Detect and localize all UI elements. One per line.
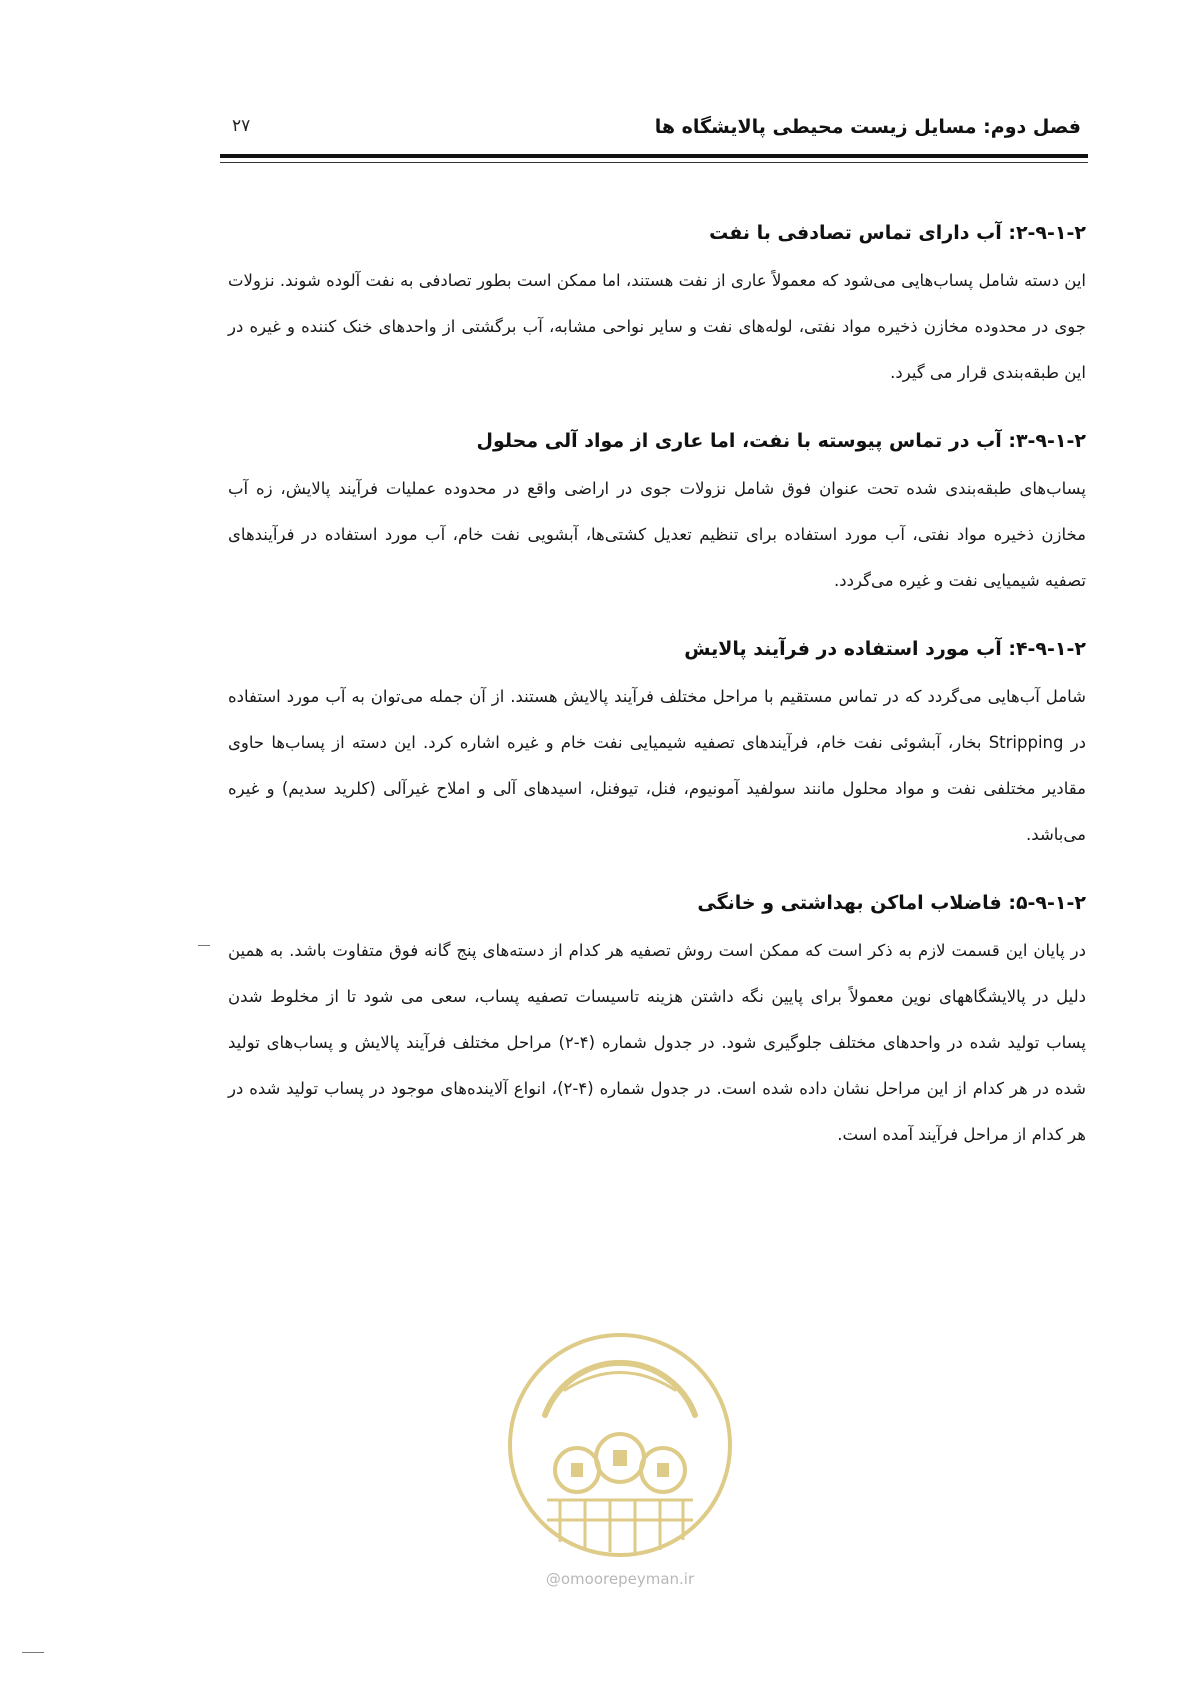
watermark-url: @omoorepeyman.ir (545, 1570, 695, 1588)
section-5-9-1-2 (228, 888, 1086, 1158)
margin-mark (198, 945, 210, 946)
watermark-logo-icon (505, 1330, 735, 1560)
document-body (228, 218, 1086, 1188)
section-2-9-1-2 (228, 218, 1086, 396)
section-paragraph: شامل آب‌هایی می‌گردد که در تماس مستقیم با مراحل مختلف فرآیند پالایش هستند. از آن جمله می‌توان به آب مورد استفاده در Stripping بخار، آبشوئی نفت خام، فرآیندهای تصفیه شیمیایی نفت خام و غیره اشاره کرد. این دسته از پساب‌ها حاوی مقادیر مختلفی نفت و مواد محلول مانند سولفید آمونیوم، فنل، تیوفنل، اسیدهای آلی و املاح غیرآلی (کلرید سدیم) و غیره می‌باشد. (228, 687, 1087, 844)
header-rule-thick (220, 154, 1088, 158)
section-heading: ۵-۹-۱-۲: فاضلاب اماکن بهداشتی و خانگی (697, 892, 1086, 914)
margin-mark (22, 1652, 44, 1653)
header-rule-thin (220, 162, 1088, 163)
section-heading: ۲-۹-۱-۲: آب دارای تماس تصادفی با نفت (709, 222, 1086, 244)
chapter-title: فصل دوم: مسایل زیست محیطی پالایشگاه ها (654, 116, 1081, 138)
section-paragraph: این دسته شامل پساب‌هایی می‌شود که معمولاً عاری از نفت هستند، اما ممکن است بطور تصادفی به نفت آلوده شوند. نزولات جوی در محدوده مخازن ذخیره مواد نفتی، لوله‌های نفت و سایر نواحی مشابه، آب برگشتی از واحدهای خنک کننده و غیره در این طبقه‌بندی قرار می گیرد. (228, 271, 1086, 382)
section-paragraph: پساب‌های طبقه‌بندی شده تحت عنوان فوق شامل نزولات جوی در اراضی واقع در محدوده عملیات فرآیند پالایش، زه آب مخازن ذخیره مواد نفتی، آب مورد استفاده برای تنظیم تعدیل کشتی‌ها، آبشویی نفت خام، آب مورد استفاده در فرآیندهای تصفیه شیمیایی نفت و غیره می‌گردد. (228, 479, 1086, 590)
section-3-9-1-2 (228, 426, 1086, 604)
section-4-9-1-2 (228, 634, 1086, 858)
section-heading: ۳-۹-۱-۲: آب در تماس پیوسته با نفت، اما عاری از مواد آلی محلول (476, 430, 1086, 452)
section-heading: ۴-۹-۱-۲: آب مورد استفاده در فرآیند پالایش (684, 638, 1086, 660)
page-number: ۲۷ (232, 116, 251, 136)
section-paragraph: در پایان این قسمت لازم به ذکر است که ممکن است روش تصفیه هر کدام از دسته‌های پنج گانه فوق متفاوت باشد. به همین دلیل در پالایشگاههای نوین معمولاً برای پایین نگه داشتن هزینه تاسیسات تصفیه پساب، سعی می شود تا از مخلوط شدن پساب تولید شده در واحدهای مختلف جلوگیری شود. در جدول شماره (۴-۲) مراحل مختلف فرآیند پالایش و پساب‌های تولید شده در هر کدام از این مراحل نشان داده شده است. در جدول شماره (۴-۲)، انواع آلاینده‌های موجود در پساب تولید شده در هر کدام از مراحل فرآیند آمده است. (228, 941, 1086, 1144)
